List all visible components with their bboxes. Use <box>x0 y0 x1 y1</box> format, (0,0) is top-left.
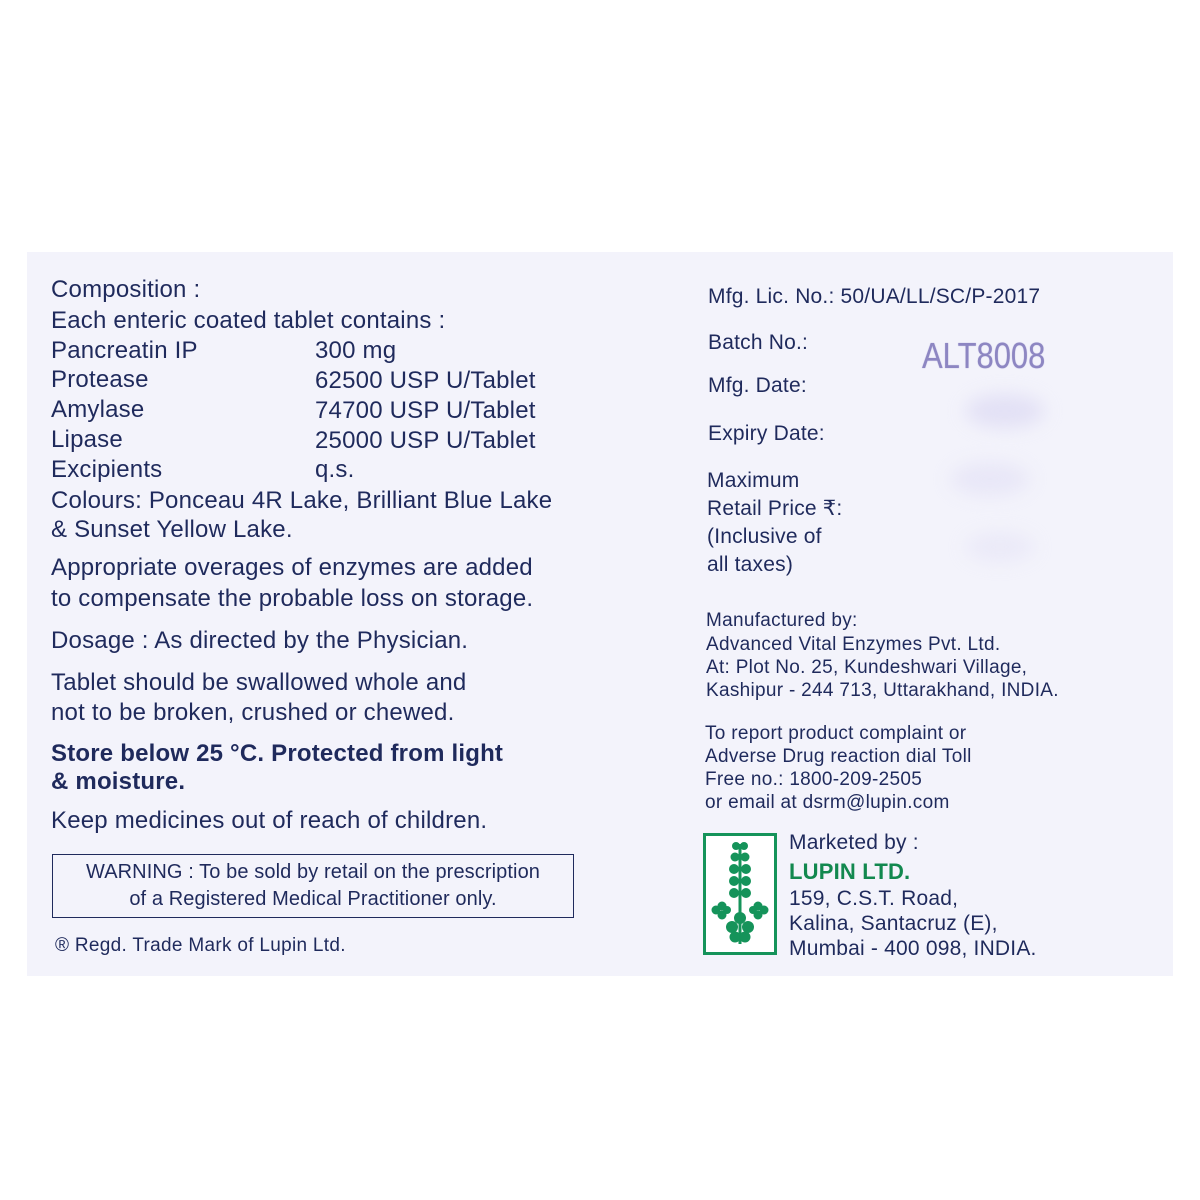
swallow-instruction: Tablet should be swallowed whole and <box>51 669 467 696</box>
mrp-label: (Inclusive of <box>707 525 822 548</box>
storage-instruction: Store below 25 °C. Protected from light <box>51 740 504 767</box>
ingredient-amount: 74700 USP U/Tablet <box>315 397 536 424</box>
manufacturer-line: Advanced Vital Enzymes Pvt. Ltd. <box>706 634 1001 655</box>
mrp-label: Retail Price ₹: <box>707 497 843 520</box>
ingredient-amount: 62500 USP U/Tablet <box>315 367 536 394</box>
mrp-label: Maximum <box>707 469 800 492</box>
ingredient-name: Protease <box>51 366 149 393</box>
overages-note: to compensate the probable loss on storage. <box>51 585 534 612</box>
colours-line: & Sunset Yellow Lake. <box>51 516 293 543</box>
prescription-warning-box <box>52 854 574 918</box>
expiry-date-label: Expiry Date: <box>708 422 825 445</box>
mfg-date-label: Mfg. Date: <box>708 374 807 397</box>
ingredient-name: Excipients <box>51 456 163 483</box>
warning-line: WARNING : To be sold by retail on the prescription <box>85 861 541 883</box>
lupin-logo <box>703 833 777 955</box>
smudged-stamp <box>950 462 1030 496</box>
marketer-address: 159, C.S.T. Road, <box>789 887 959 910</box>
ingredient-amount: q.s. <box>315 456 355 483</box>
batch-number-stamp: ALT8008 <box>922 335 1046 376</box>
smudged-stamp <box>965 532 1035 562</box>
ingredient-name: Lipase <box>51 426 123 453</box>
marketer-address: Mumbai - 400 098, INDIA. <box>789 937 1037 960</box>
dosage-text: Dosage : As directed by the Physician. <box>51 627 469 654</box>
marketer-address: Kalina, Santacruz (E), <box>789 912 998 935</box>
complaint-line: Free no.: 1800-209-2505 <box>705 769 923 790</box>
ingredient-amount: 25000 USP U/Tablet <box>315 427 536 454</box>
complaint-line: Adverse Drug reaction dial Toll <box>705 746 972 767</box>
license-number: Mfg. Lic. No.: 50/UA/LL/SC/P-2017 <box>708 285 1041 308</box>
storage-instruction: & moisture. <box>51 768 186 795</box>
ingredient-name: Pancreatin IP <box>51 337 198 364</box>
children-warning: Keep medicines out of reach of children. <box>51 807 488 834</box>
manufacturer-line: Manufactured by: <box>706 610 858 631</box>
marketer-company: LUPIN LTD. <box>789 859 911 884</box>
warning-line: of a Registered Medical Practitioner only. <box>129 888 497 910</box>
ingredient-name: Amylase <box>51 396 145 423</box>
mrp-label: all taxes) <box>707 553 794 576</box>
complaint-line: or email at dsrm@lupin.com <box>705 792 950 813</box>
marketed-by-label: Marketed by : <box>789 831 919 854</box>
lupin-flower-icon <box>706 836 774 952</box>
colours-line: Colours: Ponceau 4R Lake, Brilliant Blue Lake <box>51 487 553 514</box>
swallow-instruction: not to be broken, crushed or chewed. <box>51 699 455 726</box>
smudged-stamp <box>965 394 1045 428</box>
composition-heading: Composition : <box>51 276 201 303</box>
trademark-note: ® Regd. Trade Mark of Lupin Ltd. <box>55 935 346 956</box>
overages-note: Appropriate overages of enzymes are added <box>51 554 533 581</box>
manufacturer-line: At: Plot No. 25, Kundeshwari Village, <box>706 657 1028 678</box>
batch-label: Batch No.: <box>708 331 809 354</box>
composition-intro: Each enteric coated tablet contains : <box>51 307 446 334</box>
manufacturer-line: Kashipur - 244 713, Uttarakhand, INDIA. <box>706 680 1059 701</box>
complaint-line: To report product complaint or <box>705 723 967 744</box>
ingredient-amount: 300 mg <box>315 337 397 364</box>
